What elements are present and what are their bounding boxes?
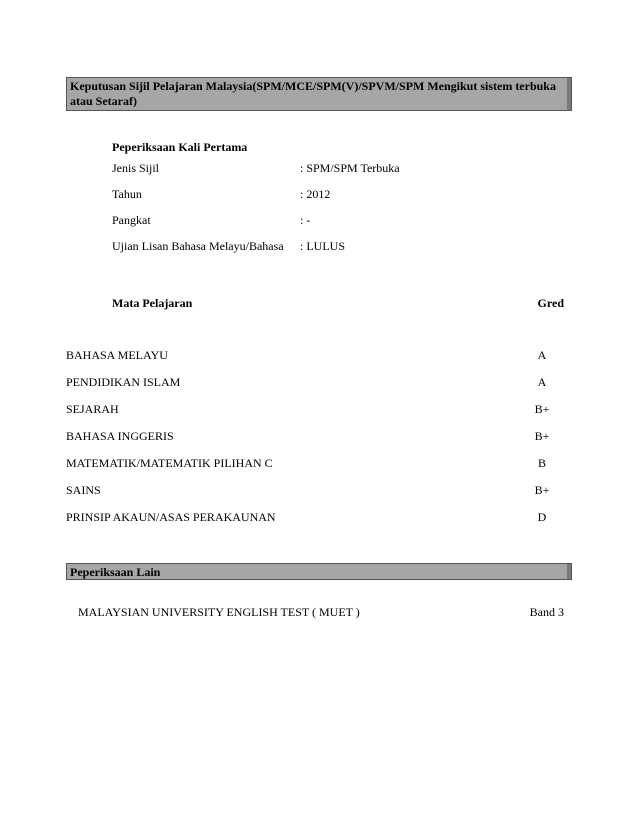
section-header-spm-title: Keputusan Sijil Pelajaran Malaysia(SPM/MCE/SPM(V)/SPVM/SPM Mengikut sistem terbuka atau Setaraf): [70, 79, 556, 108]
section-header-other-exams-title: Peperiksaan Lain: [70, 565, 161, 579]
exam-label-pangkat: Pangkat: [112, 213, 151, 227]
exam-value-pangkat: : -: [300, 213, 311, 227]
subject-grade: A: [537, 375, 547, 389]
subject-grade: A: [537, 348, 547, 362]
subjects-header-grade: Gred: [537, 296, 564, 310]
subject-grade: B+: [534, 483, 550, 497]
subject-grade: B: [537, 456, 546, 470]
subject-grade: B+: [534, 402, 550, 416]
subject-grade: B+: [534, 429, 550, 443]
exam-label-jenis-sijil: Jenis Sijil: [112, 161, 160, 175]
exam-label-ujian-lisan: Ujian Lisan Bahasa Melayu/Bahasa: [112, 239, 284, 253]
subject-name: SAINS: [66, 483, 101, 497]
subject-name: SEJARAH: [66, 402, 119, 416]
other-exam-name: MALAYSIAN UNIVERSITY ENGLISH TEST ( MUET ): [78, 605, 360, 619]
subject-name: MATEMATIK/MATEMATIK PILIHAN C: [66, 456, 273, 470]
subject-grade: D: [537, 510, 547, 524]
exam-heading: Peperiksaan Kali Pertama: [112, 140, 248, 154]
exam-label-tahun: Tahun: [112, 187, 142, 201]
section-header-spm: [66, 77, 572, 111]
subject-name: PENDIDIKAN ISLAM: [66, 375, 181, 389]
subject-name: PRINSIP AKAUN/ASAS PERAKAUNAN: [66, 510, 276, 524]
section-header-other-exams: [66, 563, 572, 580]
exam-value-jenis-sijil: : SPM/SPM Terbuka: [300, 161, 400, 175]
subject-name: BAHASA MELAYU: [66, 348, 168, 362]
subjects-header-subject: Mata Pelajaran: [112, 296, 193, 310]
exam-value-tahun: : 2012: [300, 187, 331, 201]
exam-value-ujian-lisan: : LULUS: [300, 239, 345, 253]
subject-name: BAHASA INGGERIS: [66, 429, 174, 443]
other-exam-result: Band 3: [529, 605, 564, 619]
